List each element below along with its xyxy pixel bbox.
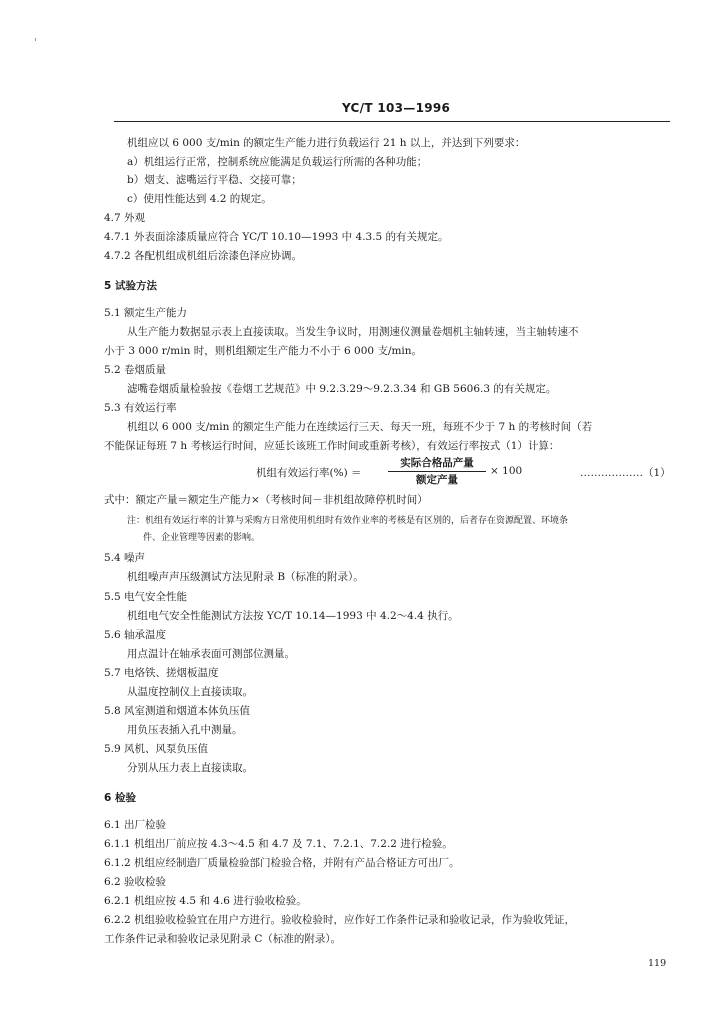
clause-heading: 5.4 噪声 [104,552,146,564]
section-heading: 6 检验 [104,792,136,804]
clause-text: 6.2.2 机组验收检验宜在用户方进行。验收检验时，应作好工作条件记录和验收记录，作为验收凭证， [104,914,576,926]
list-item-b: b）烟支、滤嘴运行平稳、交接可靠； [127,174,302,186]
clause-heading: 5.9 风机、风泵负压值 [104,743,209,755]
scan-mark [35,38,36,41]
formula-numerator: 实际合格品产量 [400,457,474,469]
clause-text: 4.7.1 外表面涂漆质量应符合 YC/T 10.10—1993 中 4.3.5 的有关规定。 [104,231,449,243]
clause-heading: 6.2 验收检验 [104,876,167,888]
clause-heading: 5.1 额定生产能力 [104,307,188,319]
clause-heading: 5.7 电烙铁、搓烟板温度 [104,667,219,679]
clause-text: 4.7.2 各配机组成机组后涂漆色泽应协调。 [104,250,303,262]
clause-heading: 6.1 出厂检验 [104,819,167,831]
body-line: 从温度控制仪上直接读取。 [127,686,253,698]
fraction-bar [388,471,486,472]
formula-rhs: × 100 [490,465,523,477]
clause-heading: 5.2 卷烟质量 [104,364,167,376]
body-line: 用点温计在轴承表面可测部位测量。 [127,648,295,660]
clause-text: 6.1.1 机组出厂前应按 4.3～4.5 和 4.7 及 7.1、7.2.1、7.2.2 进行检验。 [104,838,453,850]
standard-code-header: YC/T 103—1996 [342,101,451,115]
page-number: 119 [648,958,667,969]
formula-where-line: 式中：额定产量＝额定生产能力×（考核时间－非机组故障停机时间） [104,494,428,506]
list-item-a: a）机组运行正常，控制系统应能满足负载运行所需的各种功能； [127,156,428,168]
clause-text: 6.2.1 机组应按 4.5 和 4.6 进行验收检验。 [104,895,307,907]
formula-denominator: 额定产量 [416,474,458,486]
note-text: 件、企业管理等因素的影响。 [143,533,261,543]
header-rule [114,121,670,122]
body-line: 从生产能力数据显示表上直接读取。当发生争议时，用测速仪测量卷烟机主轴转速，当主轴转速不 [127,326,579,338]
body-line: 机组电气安全性能测试方法按 YC/T 10.14—1993 中 4.2～4.4 执行。 [127,610,459,622]
efficiency-formula [256,456,676,490]
section-heading: 5 试验方法 [104,280,157,292]
clause-heading: 4.7 外观 [104,212,146,224]
body-line: 机组应以 6 000 支/min 的额定生产能力进行负载运行 21 h 以上，并达到下列要求： [127,137,526,149]
clause-heading: 5.5 电气安全性能 [104,591,188,603]
body-line: 小于 3 000 r/min 时，则机组额定生产能力不小于 6 000 支/min。 [104,345,423,357]
clause-text: 工作条件记录和验收记录见附录 C（标准的附录）。 [104,933,342,945]
note-text: 注：机组有效运行率的计算与采购方日常使用机组时有效作业率的考核是有区别的，后者存在资源配置、环境条 [127,516,569,526]
body-line: 滤嘴卷烟质量检验按《卷烟工艺规范》中 9.2.3.29～9.2.3.34 和 GB 5606.3 的有关规定。 [127,383,557,395]
list-item-c: c）使用性能达到 4.2 的规定。 [127,193,272,205]
body-line: 不能保证每班 7 h 考核运行时间，应延长该班工作时间或重新考核），有效运行率按式（1）计算： [104,440,560,452]
body-line: 机组以 6 000 支/min 的额定生产能力在连续运行三天、每天一班，每班不少于 7 h 的考核时间（若 [127,421,593,433]
clause-text: 6.1.2 机组应经制造厂质量检验部门检验合格，并附有产品合格证方可出厂。 [104,857,460,869]
clause-heading: 5.6 轴承温度 [104,629,167,641]
body-line: 机组噪声声压级测试方法见附录 B（标准的附录）。 [127,571,364,583]
clause-heading: 5.8 风室测道和烟道本体负压值 [104,705,251,717]
body-line: 用负压表插入孔中测量。 [127,724,243,736]
formula-fraction [388,456,486,487]
equation-number: ………………（1） [580,467,671,479]
body-line: 分别从压力表上直接读取。 [127,762,253,774]
formula-lhs: 机组有效运行率(%) ＝ [256,467,362,479]
clause-heading: 5.3 有效运行率 [104,402,177,414]
